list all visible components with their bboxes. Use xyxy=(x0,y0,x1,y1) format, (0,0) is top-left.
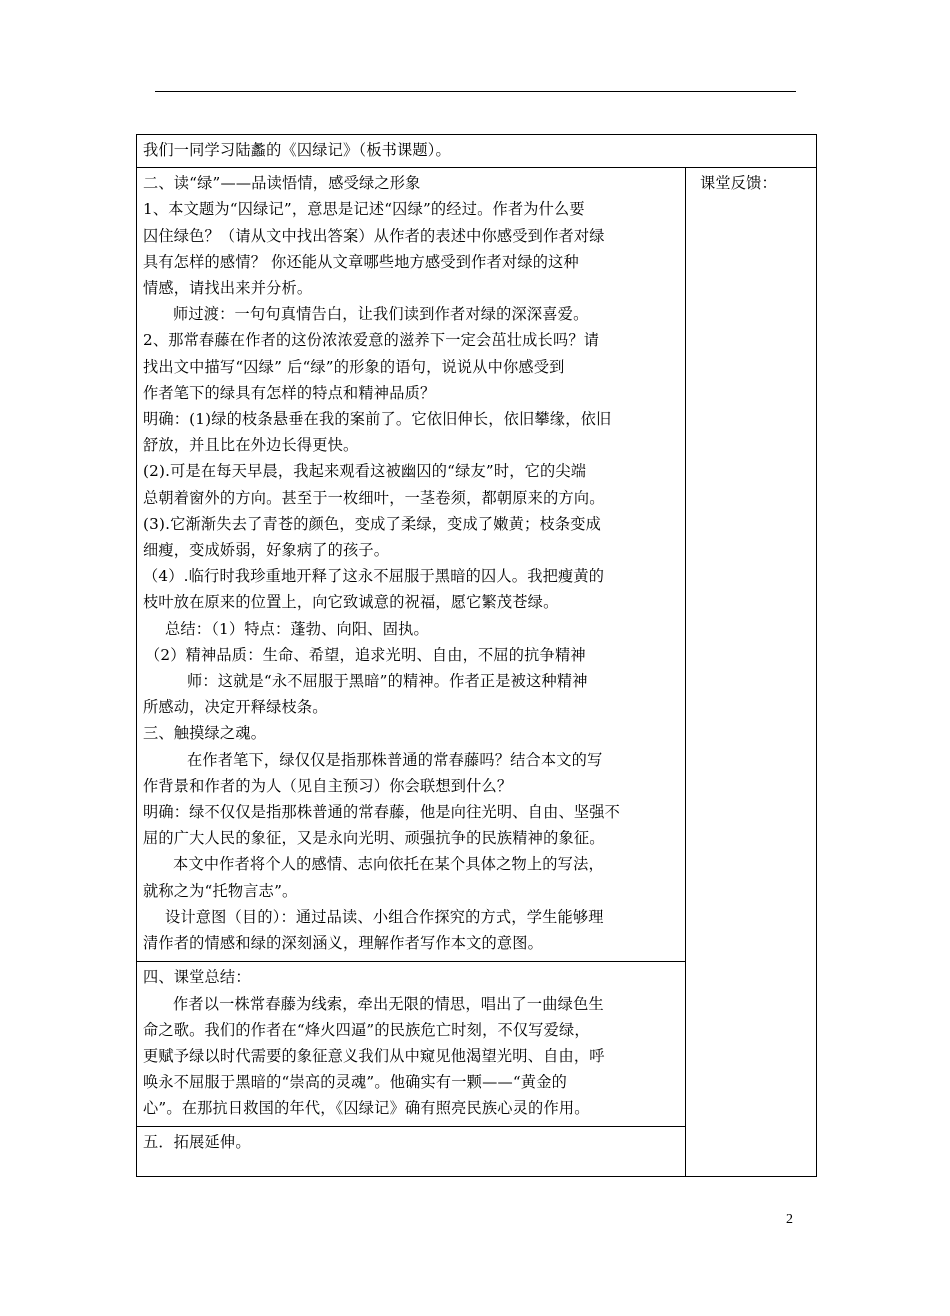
row-intro xyxy=(137,135,817,168)
question-line: 作者笔下的绿具有怎样的特点和精神品质？ xyxy=(143,383,436,402)
section-heading: 三、触摸绿之魂。 xyxy=(143,724,267,743)
intro-line: 我们一同学习陆蠡的《囚绿记》（板书课题）。 xyxy=(143,141,451,159)
summary-line: 作者以一株常春藤为线索，牵出无限的情思，唱出了一曲绿色生 xyxy=(173,994,604,1013)
question-line: 2、那常春藤在作者的这份浓浓爱意的滋养下一定会茁壮成长吗？请 xyxy=(143,331,600,350)
design-intent: 设计意图（目的）：通过品读、小组合作探究的方式，学生能够理 xyxy=(165,907,604,926)
summary-spirit: （2）精神品质：生命、希望，追求光明、自由，不屈的抗争精神 xyxy=(145,645,586,664)
section-heading: 五．拓展延伸。 xyxy=(143,1132,251,1151)
extend-section-cell xyxy=(137,1126,686,1176)
answer-line: (2).可是在每天早晨，我起来观看这被幽囚的“绿友”时，它的尖端 xyxy=(143,462,587,481)
summary-section-cell xyxy=(137,962,686,1126)
summary-line: 唤永不屈服于黑暗的“崇高的灵魂”。他确实有一颗——“黄金的 xyxy=(143,1073,567,1092)
intro-cell xyxy=(137,135,817,168)
design-intent: 清作者的情感和绿的深刻涵义，理解作者写作本文的意图。 xyxy=(143,934,544,953)
answer-line: （4）.临行时我珍重地开释了这永不屈服于黑暗的囚人。我把瘦黄的 xyxy=(143,567,605,586)
question-line: 具有怎样的感情？ 你还能从文章哪些地方感受到作者对绿的这种 xyxy=(143,252,579,271)
section-heading: 二、读“绿”——品读悟情，感受绿之形象 xyxy=(143,174,421,193)
summary-line: 命之歌。我们的作者在“烽火四逼”的民族危亡时刻，不仅写爱绿， xyxy=(143,1020,590,1039)
summary-line: 更赋予绿以时代需要的象征意义我们从中窥见他渴望光明、自由，呼 xyxy=(143,1046,605,1065)
question-line: 作背景和作者的为人（见自主预习）你会联想到什么？ xyxy=(143,776,513,795)
answer-line: 总朝着窗外的方向。甚至于一枚细叶，一茎卷须，都朝原来的方向。 xyxy=(143,488,605,507)
teacher-transition: 师过渡：一句句真情告白，让我们读到作者对绿的深深喜爱。 xyxy=(173,305,589,324)
answer-line: 细瘦，变成娇弱，好象病了的孩子。 xyxy=(143,541,390,560)
question-line: 1、本文题为“囚绿记”，意思是记述“囚绿”的经过。作者为什么要 xyxy=(143,200,585,219)
teacher-comment: 所感动，决定开释绿枝条。 xyxy=(143,698,328,717)
page-number: 2 xyxy=(786,1212,793,1227)
answer-line: 明确：绿不仅仅是指那株普通的常春藤，他是向往光明、自由、坚强不 xyxy=(143,803,621,822)
teacher-comment: 师：这就是“永不屈服于黑暗”的精神。作者正是被这种精神 xyxy=(187,672,588,691)
question-line: 在作者笔下，绿仅仅是指那株普通的常春藤吗？结合本文的写 xyxy=(187,750,603,769)
feedback-label: 课堂反馈： xyxy=(700,174,777,193)
question-line: 找出文中描写“囚绿” 后“绿”的形象的语句，说说从中你感受到 xyxy=(143,357,565,376)
header-rule xyxy=(155,91,796,92)
summary-line: 心”。在那抗日救国的年代，《囚绿记》确有照亮民族心灵的作用。 xyxy=(143,1099,590,1118)
answer-line: 明确：(1)绿的枝条悬垂在我的案前了。它依旧伸长，依旧攀缘，依旧 xyxy=(143,410,612,429)
answer-line: 屈的广大人民的象征，又是永向光明、顽强抗争的民族精神的象征。 xyxy=(143,829,605,848)
row-read xyxy=(137,168,817,962)
question-line: 囚住绿色？（请从文中找出答案）从作者的表述中你感受到作者对绿 xyxy=(143,226,605,245)
lesson-plan-table xyxy=(136,134,817,1177)
read-section-cell xyxy=(137,168,686,962)
summary-traits: 总结：（1）特点：蓬勃、向阳、固执。 xyxy=(165,619,429,638)
feedback-cell xyxy=(686,168,817,1176)
question-line: 情感，请找出来并分析。 xyxy=(143,279,313,298)
section-heading: 四、课堂总结： xyxy=(143,968,251,987)
answer-line: 舒放，并且比在外边长得更快。 xyxy=(143,436,359,455)
method-line: 就称之为“托物言志”。 xyxy=(143,881,298,900)
answer-line: 枝叶放在原来的位置上，向它致诚意的祝福，愿它繁茂苍绿。 xyxy=(143,593,559,612)
answer-line: (3).它渐渐失去了青苍的颜色，变成了柔绿，变成了嫩黄；枝条变成 xyxy=(143,514,601,533)
method-line: 本文中作者将个人的感情、志向依托在某个具体之物上的写法， xyxy=(173,855,604,874)
